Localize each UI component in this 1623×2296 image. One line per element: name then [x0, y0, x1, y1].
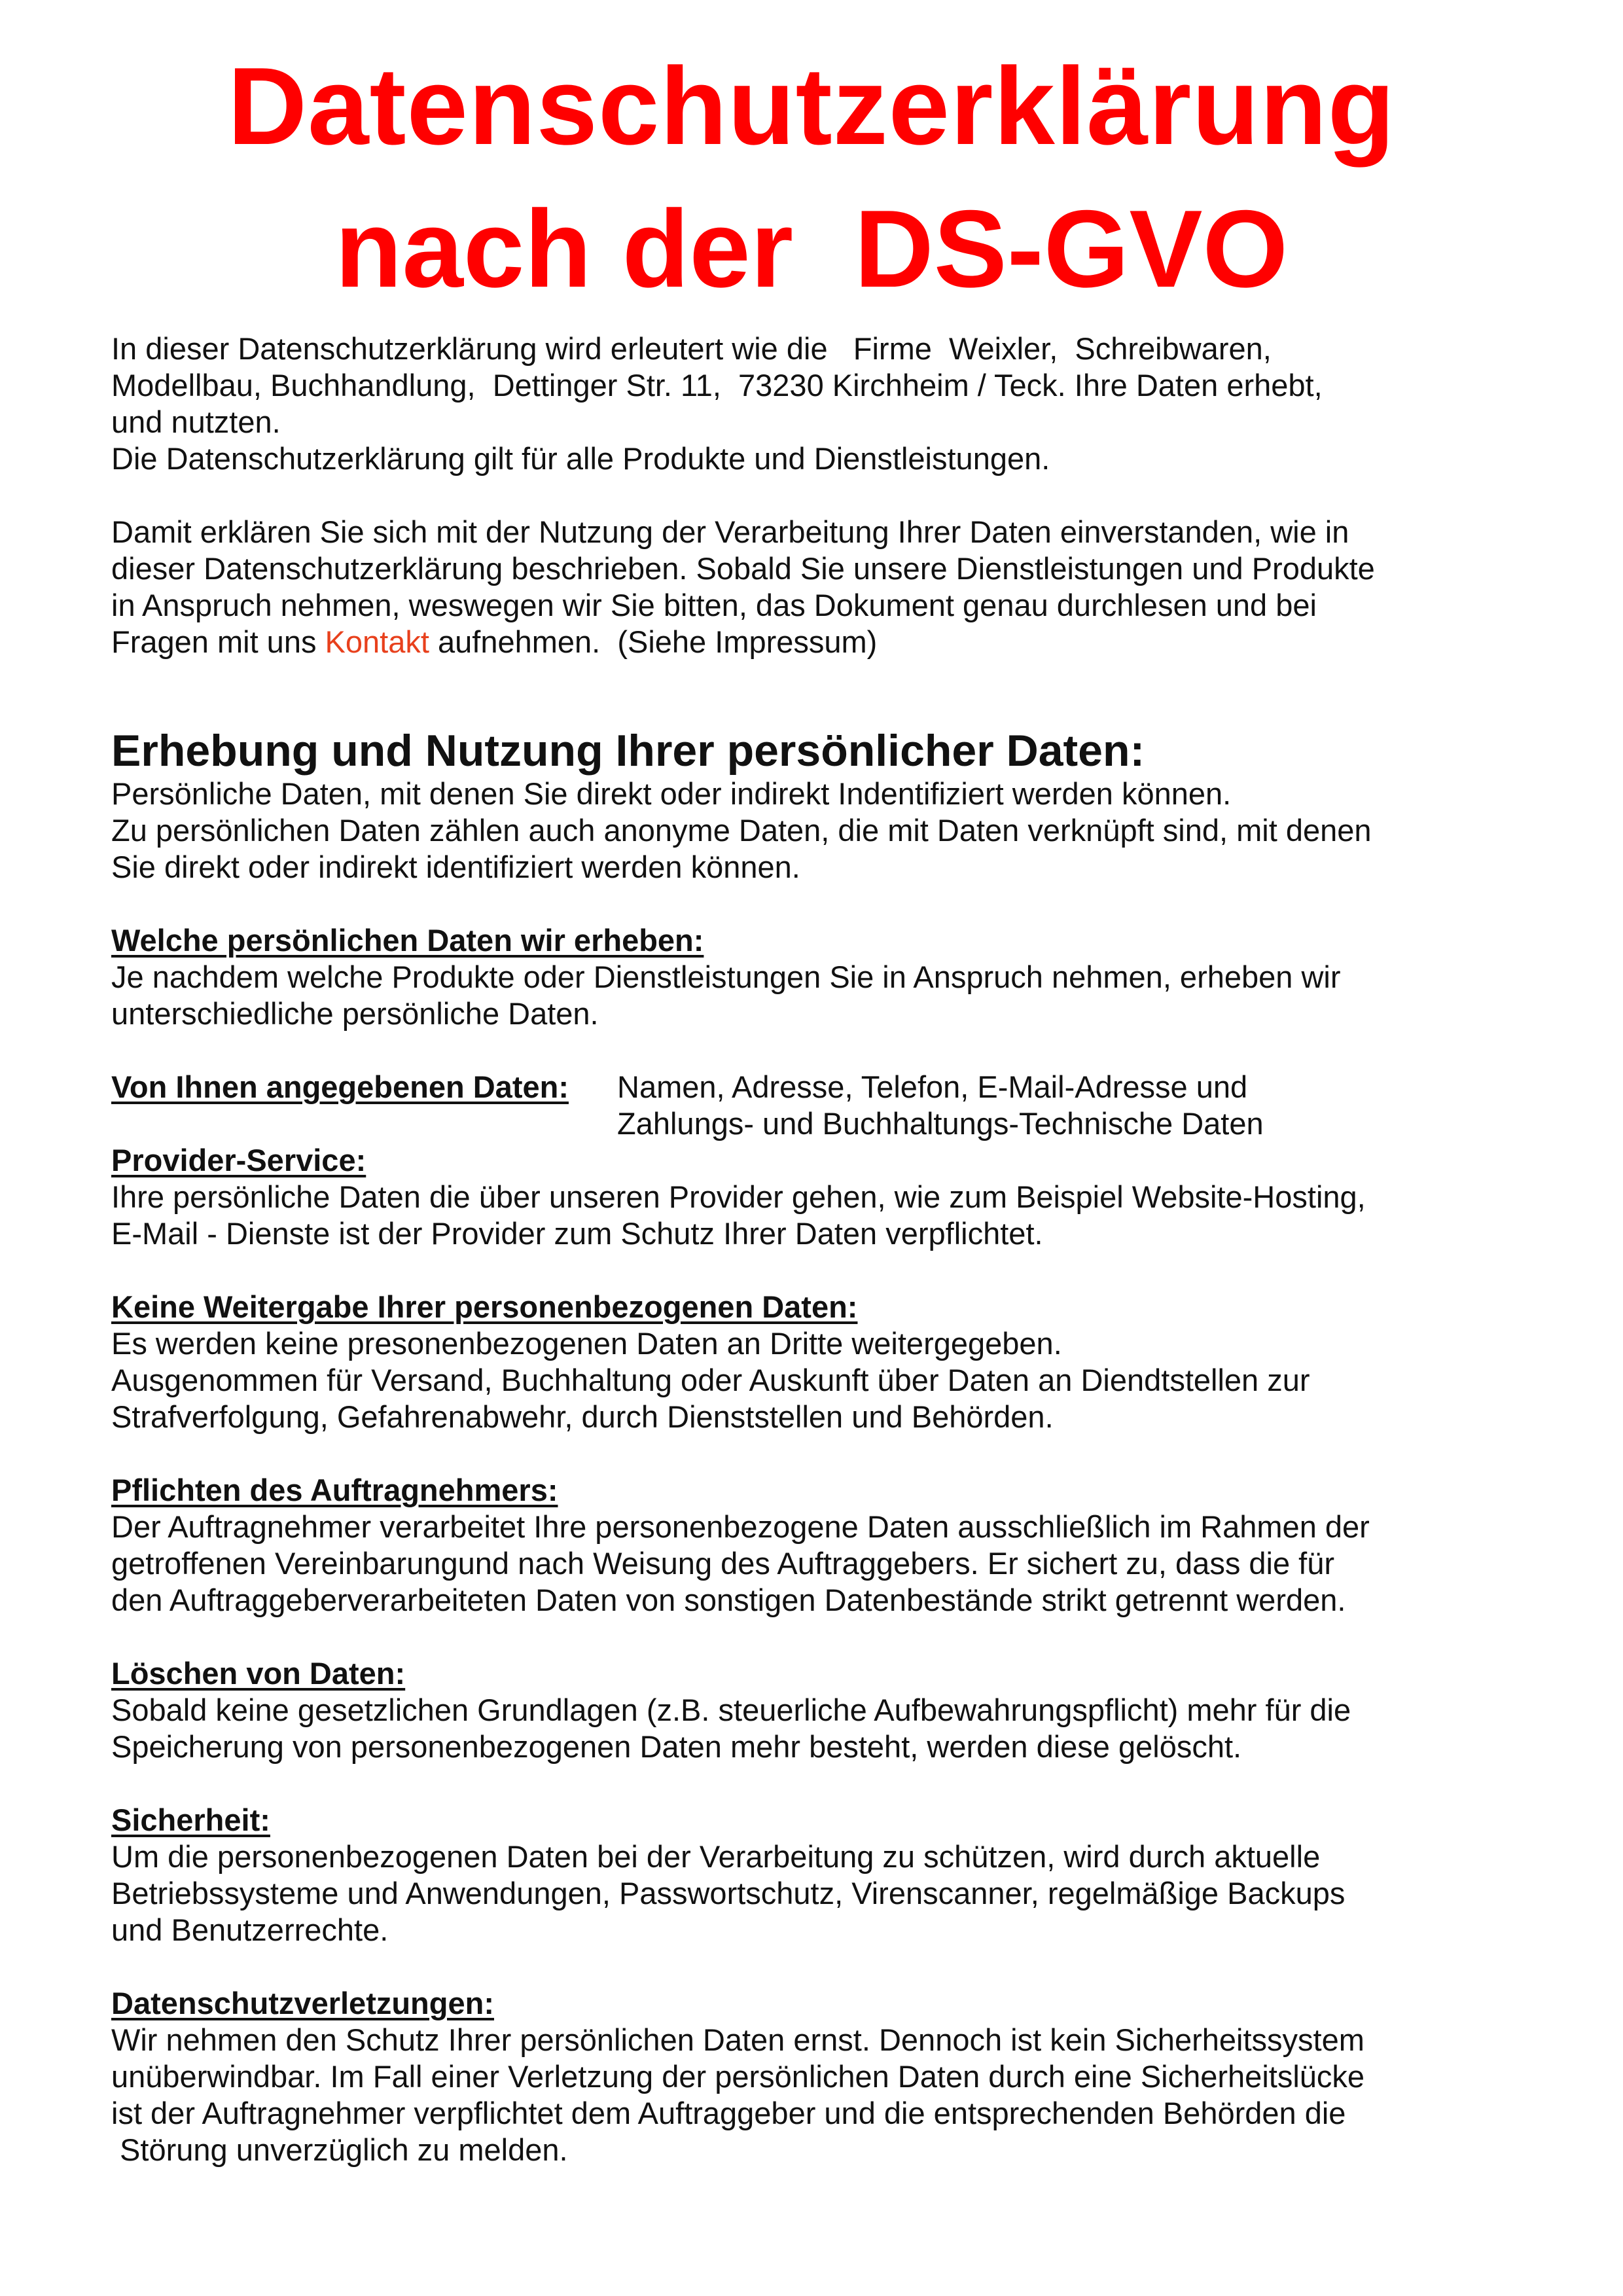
subheading-keine-weitergabe: Keine Weitergabe Ihrer personenbezogenen Daten: — [111, 1289, 858, 1324]
subheading-sicherheit: Sicherheit: — [111, 1803, 270, 1837]
text-line: Die Datenschutzerklärung gilt für alle Produkte und Dienstleistungen. — [111, 441, 1050, 476]
text-line: Betriebssysteme und Anwendungen, Passwortschutz, Virenscanner, regelmäßige Backups — [111, 1876, 1346, 1910]
text-line: dieser Datenschutzerklärung beschrieben. Sobald Sie unsere Dienstleistungen und Produkte — [111, 551, 1375, 586]
text-line: Je nachdem welche Produkte oder Dienstleistungen Sie in Anspruch nehmen, erheben wir — [111, 960, 1341, 994]
text-line: Namen, Adresse, Telefon, E-Mail-Adresse und — [617, 1069, 1248, 1104]
text-line: E-Mail - Dienste ist der Provider zum Schutz Ihrer Daten verpflichtet. — [111, 1216, 1043, 1251]
text-line: unüberwindbar. Im Fall einer Verletzung der persönlichen Daten durch eine Sicherheitslücke — [111, 2059, 1365, 2094]
text-line: getroffenen Vereinbarungund nach Weisung des Auftraggebers. Er sichert zu, dass die für — [111, 1546, 1335, 1581]
contact-link[interactable]: Kontakt — [325, 624, 429, 659]
text-line: unterschiedliche persönliche Daten. — [111, 996, 599, 1031]
text-line: und nutzten. — [111, 404, 281, 439]
text-line — [111, 624, 1538, 660]
subheading-datenschutzverletzungen: Datenschutzverletzungen: — [111, 1986, 494, 2020]
subheading-angegebene-daten: Von Ihnen angegebenen Daten: — [111, 1069, 569, 1104]
text-line: Persönliche Daten, mit denen Sie direkt oder indirekt Indentifiziert werden können. — [111, 776, 1232, 811]
text-line: Strafverfolgung, Gefahrenabwehr, durch Dienststellen und Behörden. — [111, 1399, 1054, 1434]
text-line: Zu persönlichen Daten zählen auch anonyme Daten, die mit Daten verknüpft sind, mit denen — [111, 813, 1372, 848]
text-line: Der Auftragnehmer verarbeitet Ihre personenbezogene Daten ausschließlich im Rahmen der — [111, 1509, 1370, 1544]
subheading-welche-daten: Welche persönlichen Daten wir erheben: — [111, 923, 704, 958]
section-heading: Erhebung und Nutzung Ihrer persönlicher Daten: — [111, 726, 1145, 776]
text-line: und Benutzerrechte. — [111, 1912, 389, 1947]
document-body — [111, 331, 1538, 2168]
text-line: Damit erklären Sie sich mit der Nutzung der Verarbeitung Ihrer Daten einverstanden, wie in — [111, 514, 1349, 549]
text-line: Wir nehmen den Schutz Ihrer persönlichen Daten ernst. Dennoch ist kein Sicherheitssystem — [111, 2022, 1364, 2057]
intro-paragraph-2 — [111, 514, 1538, 660]
text-line: Störung unverzüglich zu melden. — [111, 2132, 568, 2167]
angegebene-daten-row — [111, 1069, 1538, 1142]
text-line: Um die personenbezogenen Daten bei der Verarbeitung zu schützen, wird durch aktuelle — [111, 1839, 1321, 1874]
intro-paragraph-1 — [111, 331, 1538, 477]
text-line: Ihre persönliche Daten die über unseren Provider gehen, wie zum Beispiel Website-Hosting, — [111, 1179, 1366, 1214]
text-segment: Fragen mit uns — [111, 624, 325, 659]
subheading-loeschen: Löschen von Daten: — [111, 1656, 406, 1691]
text-line: ist der Auftragnehmer verpflichtet dem Auftraggeber und die entsprechenden Behörden die — [111, 2096, 1346, 2130]
text-line: in Anspruch nehmen, weswegen wir Sie bitten, das Dokument genau durchlesen und bei — [111, 588, 1317, 622]
page-title-line-2: nach der DS-GVO — [334, 187, 1289, 310]
text-line: Ausgenommen für Versand, Buchhaltung oder Auskunft über Daten an Diendtstellen zur — [111, 1363, 1310, 1397]
subheading-pflichten: Pflichten des Auftragnehmers: — [111, 1473, 558, 1507]
text-line: Speicherung von personenbezogenen Daten mehr besteht, werden diese gelöscht. — [111, 1729, 1242, 1764]
text-line: Zahlungs- und Buchhaltungs-Technische Daten — [617, 1106, 1264, 1141]
text-line: Sobald keine gesetzlichen Grundlagen (z.B. steuerliche Aufbewahrungspflicht) mehr für die — [111, 1693, 1351, 1727]
text-line: den Auftraggeberverarbeiteten Daten von sonstigen Datenbestände strikt getrennt werden. — [111, 1583, 1346, 1617]
text-line: Es werden keine presonenbezogenen Daten an Dritte weitergegeben. — [111, 1326, 1062, 1361]
text-line: In dieser Datenschutzerklärung wird erleutert wie die Firme Weixler, Schreibwaren, — [111, 331, 1272, 366]
text-segment: aufnehmen. (Siehe Impressum) — [429, 624, 878, 659]
subheading-provider-service: Provider-Service: — [111, 1143, 366, 1177]
page-title-line-1: Datenschutzerklärung — [227, 45, 1396, 168]
text-line: Sie direkt oder indirekt identifiziert werden können. — [111, 850, 800, 884]
text-line: Modellbau, Buchhandlung, Dettinger Str. 11, 73230 Kirchheim / Teck. Ihre Daten erhebt, — [111, 368, 1323, 403]
